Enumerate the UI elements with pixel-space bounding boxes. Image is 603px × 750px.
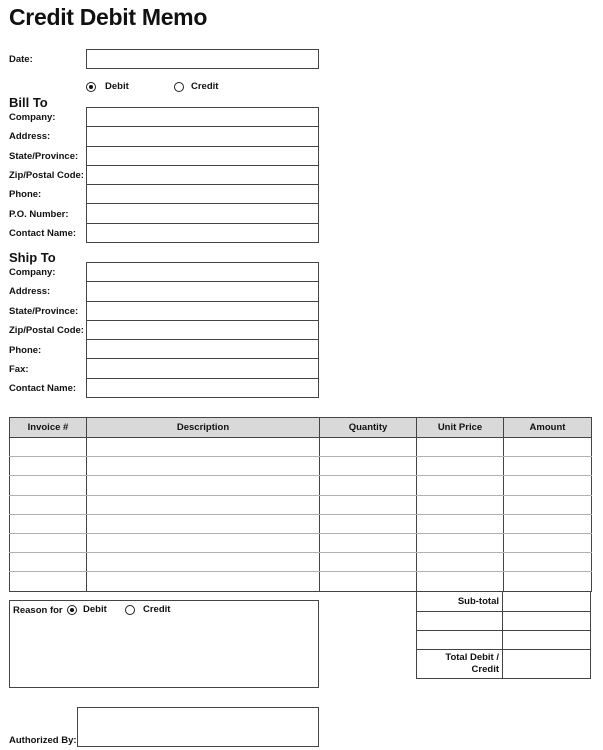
table-cell[interactable] (320, 514, 417, 533)
table-cell[interactable] (10, 495, 87, 514)
reason-credit-label: Credit (143, 604, 171, 615)
table-cell[interactable] (320, 533, 417, 552)
table-cell[interactable] (87, 476, 320, 495)
ship-to-phone-field[interactable] (87, 340, 318, 359)
table-cell[interactable] (320, 572, 417, 591)
table-row (10, 476, 592, 495)
items-table (9, 417, 592, 592)
ship-to-fields (86, 262, 319, 398)
bill-to-address-field[interactable] (87, 127, 318, 146)
totals-blank-row (417, 631, 590, 650)
table-cell[interactable] (417, 457, 504, 476)
table-cell[interactable] (504, 495, 592, 514)
totals-block (416, 591, 591, 679)
table-cell[interactable] (10, 457, 87, 476)
total-debit-credit-row (417, 650, 590, 678)
subtotal-label: Sub-total (417, 592, 503, 611)
bill-to-state-field[interactable] (87, 147, 318, 166)
table-cell[interactable] (10, 514, 87, 533)
date-label: Date: (9, 54, 33, 65)
ship-to-company-field[interactable] (87, 263, 318, 282)
radio-selected-dot (89, 85, 93, 89)
bill-to-po-number-field[interactable] (87, 204, 318, 223)
table-cell[interactable] (320, 553, 417, 572)
bill-to-label: State/Province: (9, 151, 79, 162)
bill-to-label: Phone: (9, 189, 42, 200)
table-cell[interactable] (504, 438, 592, 457)
ship-to-label: Company: (9, 267, 56, 278)
table-cell[interactable] (10, 553, 87, 572)
bill-to-label: Zip/Postal Code: (9, 170, 84, 181)
ship-to-label: Phone: (9, 345, 42, 356)
reason-debit-label: Debit (83, 604, 107, 615)
debit-label: Debit (105, 81, 129, 92)
page-title: Credit Debit Memo (9, 4, 208, 30)
bill-to-phone-field[interactable] (87, 185, 318, 204)
table-row (10, 457, 592, 476)
ship-to-label: State/Province: (9, 306, 79, 317)
total-debit-credit-value[interactable] (503, 650, 590, 678)
table-cell[interactable] (504, 572, 592, 591)
col-unit-price: Unit Price (417, 418, 504, 438)
date-field[interactable] (86, 49, 319, 69)
ship-to-zip-field[interactable] (87, 321, 318, 340)
table-row (10, 572, 592, 591)
table-row (10, 514, 592, 533)
table-cell[interactable] (87, 533, 320, 552)
table-cell[interactable] (417, 533, 504, 552)
table-cell[interactable] (320, 457, 417, 476)
subtotal-row (417, 592, 590, 612)
table-row (10, 495, 592, 514)
col-invoice-number: Invoice # (10, 418, 87, 438)
table-cell[interactable] (504, 533, 592, 552)
table-cell[interactable] (504, 476, 592, 495)
table-cell[interactable] (87, 438, 320, 457)
reason-debit-radio[interactable] (67, 605, 77, 615)
table-cell[interactable] (320, 476, 417, 495)
bill-to-label: Address: (9, 131, 51, 142)
bill-to-label: Contact Name: (9, 228, 77, 239)
table-cell[interactable] (10, 533, 87, 552)
reason-debit-option[interactable] (67, 604, 107, 615)
table-cell[interactable] (417, 553, 504, 572)
ship-to-heading: Ship To (9, 250, 56, 265)
table-cell[interactable] (87, 495, 320, 514)
table-cell[interactable] (10, 476, 87, 495)
ship-to-label: Contact Name: (9, 383, 77, 394)
table-cell[interactable] (10, 572, 87, 591)
bill-to-fields (86, 107, 319, 243)
col-description: Description (87, 418, 320, 438)
reason-credit-option[interactable] (125, 604, 170, 615)
totals-blank-label (417, 612, 503, 630)
totals-blank-value[interactable] (503, 612, 590, 630)
bill-to-contact-name-field[interactable] (87, 224, 318, 243)
bill-to-label: P.O. Number: (9, 209, 69, 220)
total-label-line2: Credit (471, 664, 499, 675)
bill-to-zip-field[interactable] (87, 166, 318, 185)
reason-credit-radio[interactable] (125, 605, 135, 615)
table-header-row (10, 418, 592, 438)
table-cell[interactable] (320, 438, 417, 457)
total-label-line1: Total Debit / (445, 652, 499, 663)
table-cell[interactable] (417, 495, 504, 514)
table-row (10, 553, 592, 572)
table-cell[interactable] (417, 476, 504, 495)
table-cell[interactable] (87, 514, 320, 533)
table-cell[interactable] (10, 438, 87, 457)
bill-to-label: Company: (9, 112, 56, 123)
credit-label: Credit (191, 81, 219, 92)
ship-to-label: Zip/Postal Code: (9, 325, 84, 336)
table-row (10, 533, 592, 552)
credit-radio[interactable] (174, 82, 184, 92)
totals-blank-row (417, 612, 590, 631)
ship-to-state-field[interactable] (87, 302, 318, 321)
ship-to-label: Address: (9, 286, 51, 297)
authorized-by-label: Authorized By: (9, 735, 77, 746)
table-row (10, 438, 592, 457)
totals-blank-value[interactable] (503, 631, 590, 649)
table-cell[interactable] (504, 514, 592, 533)
ship-to-address-field[interactable] (87, 282, 318, 301)
table-cell[interactable] (417, 438, 504, 457)
radio-selected-dot (70, 608, 74, 612)
table-cell[interactable] (504, 457, 592, 476)
subtotal-value[interactable] (503, 592, 590, 611)
bill-to-heading: Bill To (9, 95, 48, 110)
totals-blank-label (417, 631, 503, 649)
table-cell[interactable] (417, 572, 504, 591)
table-cell[interactable] (417, 514, 504, 533)
ship-to-label: Fax: (9, 364, 29, 375)
table-cell[interactable] (87, 572, 320, 591)
total-debit-credit-label (417, 650, 503, 678)
col-amount: Amount (504, 418, 592, 438)
table-cell[interactable] (504, 553, 592, 572)
memo-type-credit-option[interactable] (174, 81, 218, 92)
table-cell[interactable] (320, 495, 417, 514)
debit-radio[interactable] (86, 82, 96, 92)
reason-label: Reason for (13, 605, 63, 616)
table-cell[interactable] (87, 457, 320, 476)
authorized-by-field[interactable] (77, 707, 319, 747)
bill-to-company-field[interactable] (87, 108, 318, 127)
col-quantity: Quantity (320, 418, 417, 438)
ship-to-contact-name-field[interactable] (87, 379, 318, 398)
ship-to-fax-field[interactable] (87, 359, 318, 378)
memo-type-debit-option[interactable] (86, 81, 129, 92)
table-cell[interactable] (87, 553, 320, 572)
